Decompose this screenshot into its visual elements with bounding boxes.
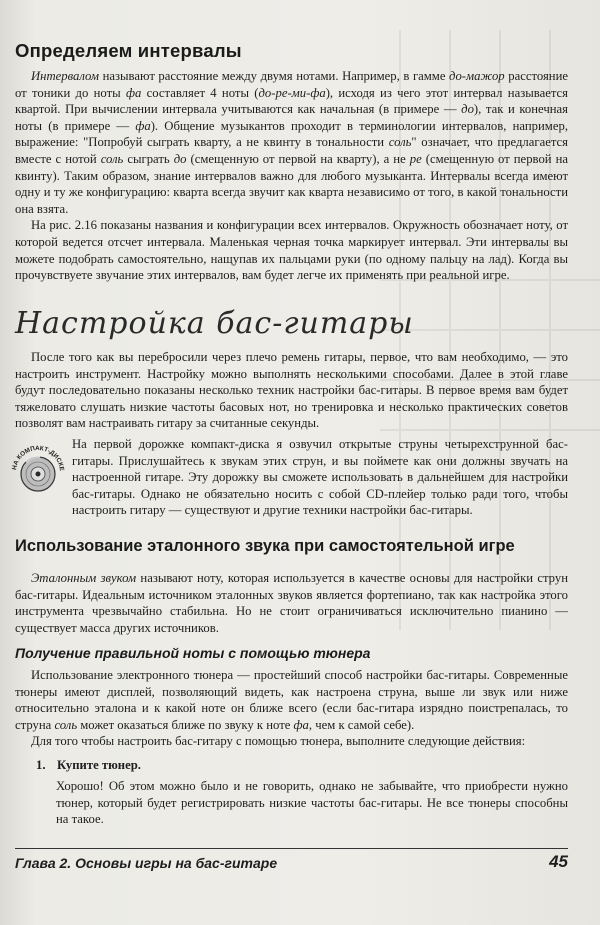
footer-divider — [15, 848, 568, 849]
tuning-intro-text — [15, 349, 568, 432]
paragraph: Эталонным звуком называют ноту, которая используется в качестве основы для настройки струн бас-гитары. Идеальным источником эталонных звуков является фортепиано, так как настройка этого инструмента чрезвычайно стабильна. Но не стоит ограничиваться исключительно пианино — существует масса других источников. — [15, 571, 568, 635]
page-number: 45 — [549, 852, 568, 871]
intervals-text — [15, 68, 568, 284]
paragraph: Использование электронного тюнера — простейший способ настройки бас-гитары. Современные тюнеры имеют дисплей, позволяющий видеть, как настроена струна, выше ли звук или ниже относительно эталона и к какой ноте он ближе всего (если бас-гитара изрядно поистрепалась, то струна соль может оказаться ближе по звуку к ноте фа, чем к самой себе). — [15, 668, 568, 732]
section-heading-bass-tuning: Настройка бас-гитары — [15, 306, 414, 341]
section-heading-reference-sound: Использование эталонного звука при самостоятельной игре — [15, 537, 515, 555]
paragraph: После того как вы перебросили через плечо ремень гитары, первое, что вам необходимо, — это настроить инструмент. Настройку можно выполнять несколькими способами. Далее в этой главе будут последовательно показаны несколько техник настройки бас-гитары. В первое время вам будет тяжеловато слушать низкие частоты басовых нот, но тренировка и несколько практических советов позволят вам настраивать гитару за считанные секунды. — [15, 350, 568, 431]
footer-chapter-title: Глава 2. Основы игры на бас-гитаре — [15, 855, 278, 871]
reference-sound-text — [15, 570, 568, 636]
section-heading-intervals: Определяем интервалы — [15, 40, 242, 61]
paragraph: Для того чтобы настроить бас-гитару с помощью тюнера, выполните следующие действия: — [31, 734, 526, 749]
cd-disc-icon — [10, 432, 66, 500]
step-number: 1. — [36, 758, 46, 772]
paragraph: На рис. 2.16 показаны названия и конфигурации всех интервалов. Окружность обозначает ноту, от которой ведется отсчет интервала. Маленькая черная точка маркирует интервал. Эти интервалы вы можете подобрать самостоятельно, нащупав их пальцами руки (по одному пальцу на лад). Когда вы прочувствуете звучание этих интервалов, вам будет легче их применять при реальной игре. — [15, 218, 568, 283]
cd-label: НА КОМПАКТ-ДИСКЕ — [11, 444, 66, 472]
cd-note-text: На первой дорожке компакт-диска я озвучил открытые струны четырехструнной бас-гитары. Прислушайтесь к звукам этих струн, и вы поймете как они должны звучать на настроенной гитаре. Эту дорожку вы сможете использовать в дальнейшем для настройки бас-гитары. Однако не обязательно носить с собой CD-плейер только ради того, чтобы настроить гитару — существуют и другие техники настройки бас-гитары. — [72, 437, 568, 518]
step-title: Купите тюнер. — [57, 758, 141, 772]
section-heading-tuner: Получение правильной ноты с помощью тюнера — [15, 645, 371, 661]
tuner-text — [15, 667, 568, 750]
step-body: Хорошо! Об этом можно было и не говорить, однако не забывайте, что приобрести нужно тюнер, который будет регистрировать низкие частоты бас-гитары. Не все тюнеры способны на такое. — [56, 779, 568, 827]
paragraph: Интервалом называют расстояние между двумя нотами. Например, в гамме до-мажор расстояние от тоники до ноты фа составляет 4 ноты (до-ре-ми-фа), исходя из чего этот интервал называется квартой. При вычислении интервала учитываются как начальная (в примере — до), так и конечная ноты (в примере — фа). Общение музыкантов проходит в терминологии интервалов, например, выражение: "Попробуй сыграть кварту, а не квинту в тональности соль" означает, что предлагается вместе с нотой соль сыграть до (смещенную от первой на кварту), а не ре (смещенную от первой на квинту). Таким образом, знание интервалов важно для любого музыканта. Интервалы всегда имеют одну и ту же конфигурацию: кварта всегда звучит как кварта независимо от того, в какой тональности она взята. — [15, 69, 569, 216]
